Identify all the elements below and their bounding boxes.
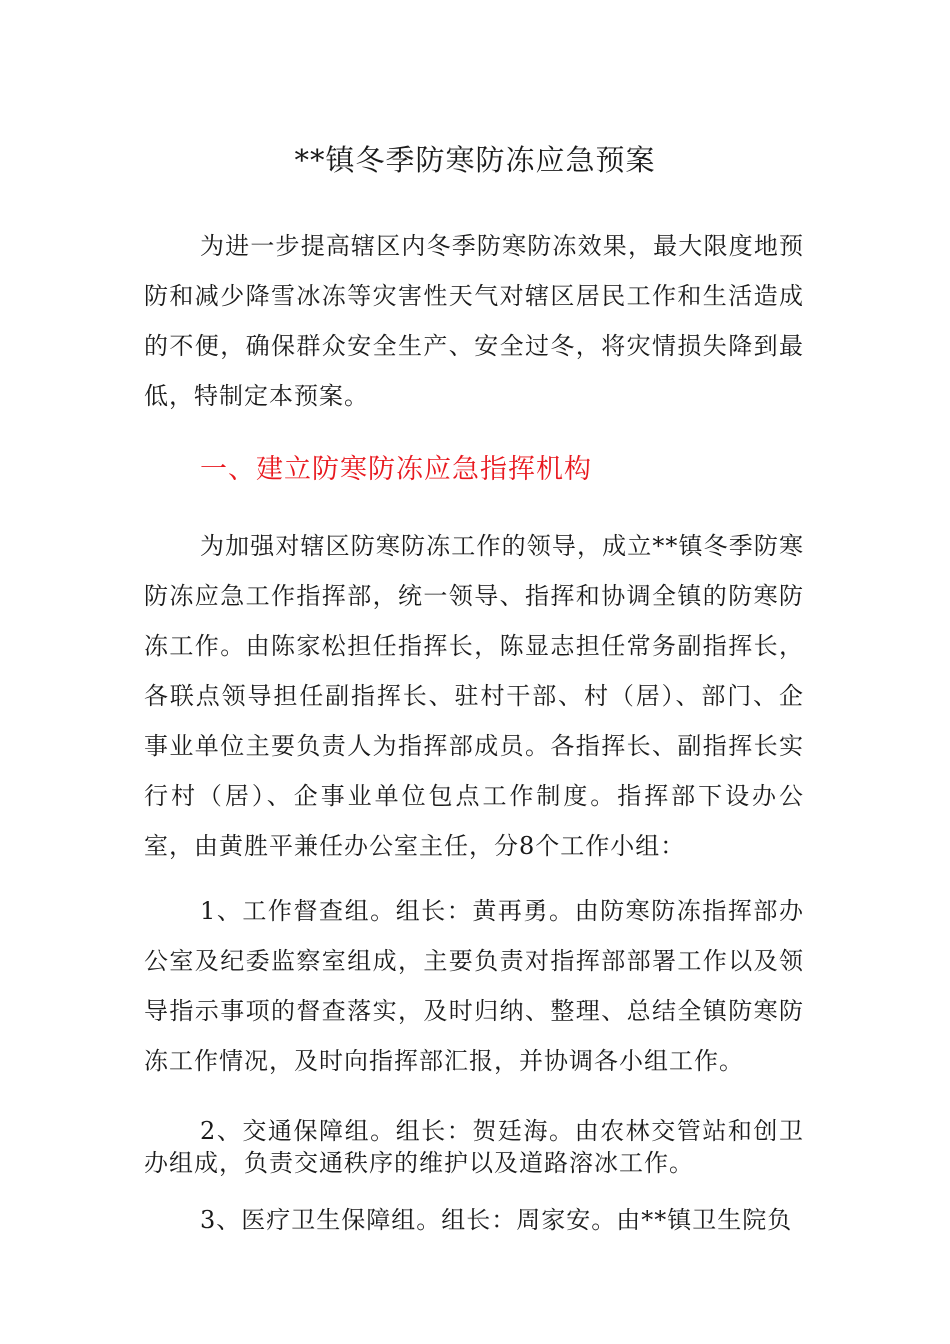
section1-paragraph: 为加强对辖区防寒防冻工作的领导，成立**镇冬季防寒防冻应急工作指挥部，统一领导、指挥和协调全镇的防寒防冻工作。由陈家松担任指挥长，陈显志担任常务副指挥长，各联点领导担任副指挥长、驻村干部、村（居）、部门、企事业单位主要负责人为指挥部成员。各指挥长、副指挥长实行村（居）、企事业单位包点工作制度。指挥部下设办公室，由黄胜平兼任办公室主任，分8个工作小组： xyxy=(144,532,804,860)
section-heading-1: 一、建立防寒防冻应急指挥机构 xyxy=(200,454,592,485)
list-item-1: 1、工作督查组。组长：黄再勇。由防寒防冻指挥部办公室及纪委监察室组成，主要负责对指挥部部署工作以及领导指示事项的督查落实，及时归纳、整理、总结全镇防寒防冻工作情况，及时向指挥部汇报，并协调各小组工作。 xyxy=(144,897,804,1075)
intro-paragraph: 为进一步提高辖区内冬季防寒防冻效果，最大限度地预防和减少降雪冰冻等灾害性天气对辖区居民工作和生活造成的不便，确保群众安全生产、安全过冬，将灾情损失降到最低，特制定本预案。 xyxy=(144,232,804,410)
document-title: **镇冬季防寒防冻应急预案 xyxy=(294,143,656,177)
list-item-3: 3、医疗卫生保障组。组长：周家安。由**镇卫生院负 xyxy=(200,1206,793,1234)
list-item-2: 2、交通保障组。组长：贺廷海。由农林交管站和创卫办组成，负责交通秩序的维护以及道路溶冰工作。 xyxy=(144,1117,804,1177)
